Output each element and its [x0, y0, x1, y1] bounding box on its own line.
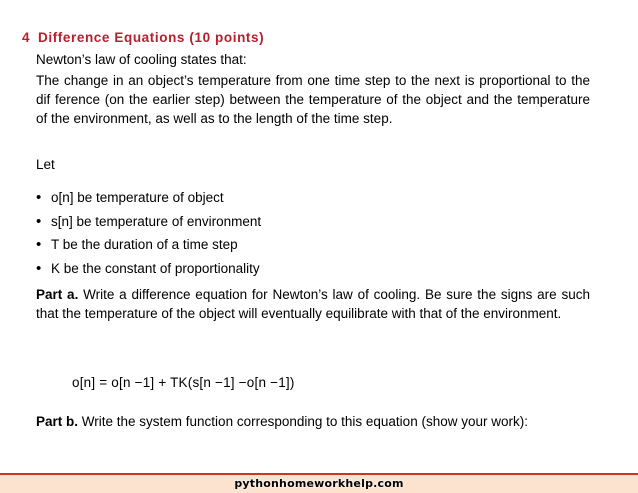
list-item — [36, 188, 590, 212]
part-b-text: Write the system function corresponding to this equation (show your work): — [78, 414, 528, 429]
part-a-paragraph — [36, 285, 590, 323]
section-title: Difference Equations (10 points) — [38, 30, 265, 45]
list-item — [36, 235, 590, 259]
bullet-icon: • — [36, 259, 42, 277]
footer-site-link[interactable]: pythonhomeworkhelp.com — [234, 477, 404, 490]
bullet-text: o[n] be temperature of object — [51, 190, 224, 205]
bullet-text: K be the constant of proportionality — [51, 260, 260, 276]
bullet-text: T be the duration of a time step — [51, 237, 238, 252]
definition-list — [36, 188, 590, 282]
bullet-icon: • — [36, 236, 42, 253]
part-b-label: Part b. — [36, 414, 79, 429]
bullet-text: s[n] be temperature of environment — [51, 213, 262, 229]
part-a-text: Write a difference equation for Newton’s law of cooling. Be sure the signs are such that the temperature of the object will eventually equilibrate with that of the environment. — [36, 287, 590, 321]
bullet-icon: • — [36, 212, 42, 230]
law-statement: The change in an object’s temperature from one time step to the next is proportional to the dif ference (on the earlier step) between the temperature of the object and the temperature of the environment, as well as to the length of the time step. — [36, 73, 590, 126]
let-label: Let — [36, 157, 55, 172]
part-b-paragraph — [36, 412, 590, 431]
list-item — [36, 259, 590, 283]
difference-equation: o[n] = o[n −1] + TK(s[n −1] −o[n −1]) — [72, 375, 295, 390]
part-a-label: Part a. — [36, 287, 79, 302]
bullet-icon: • — [36, 189, 42, 206]
section-heading — [22, 30, 264, 45]
intro-text: Newton’s law of cooling states that: — [36, 52, 247, 67]
section-number: 4 — [22, 30, 31, 45]
list-item — [36, 212, 590, 236]
